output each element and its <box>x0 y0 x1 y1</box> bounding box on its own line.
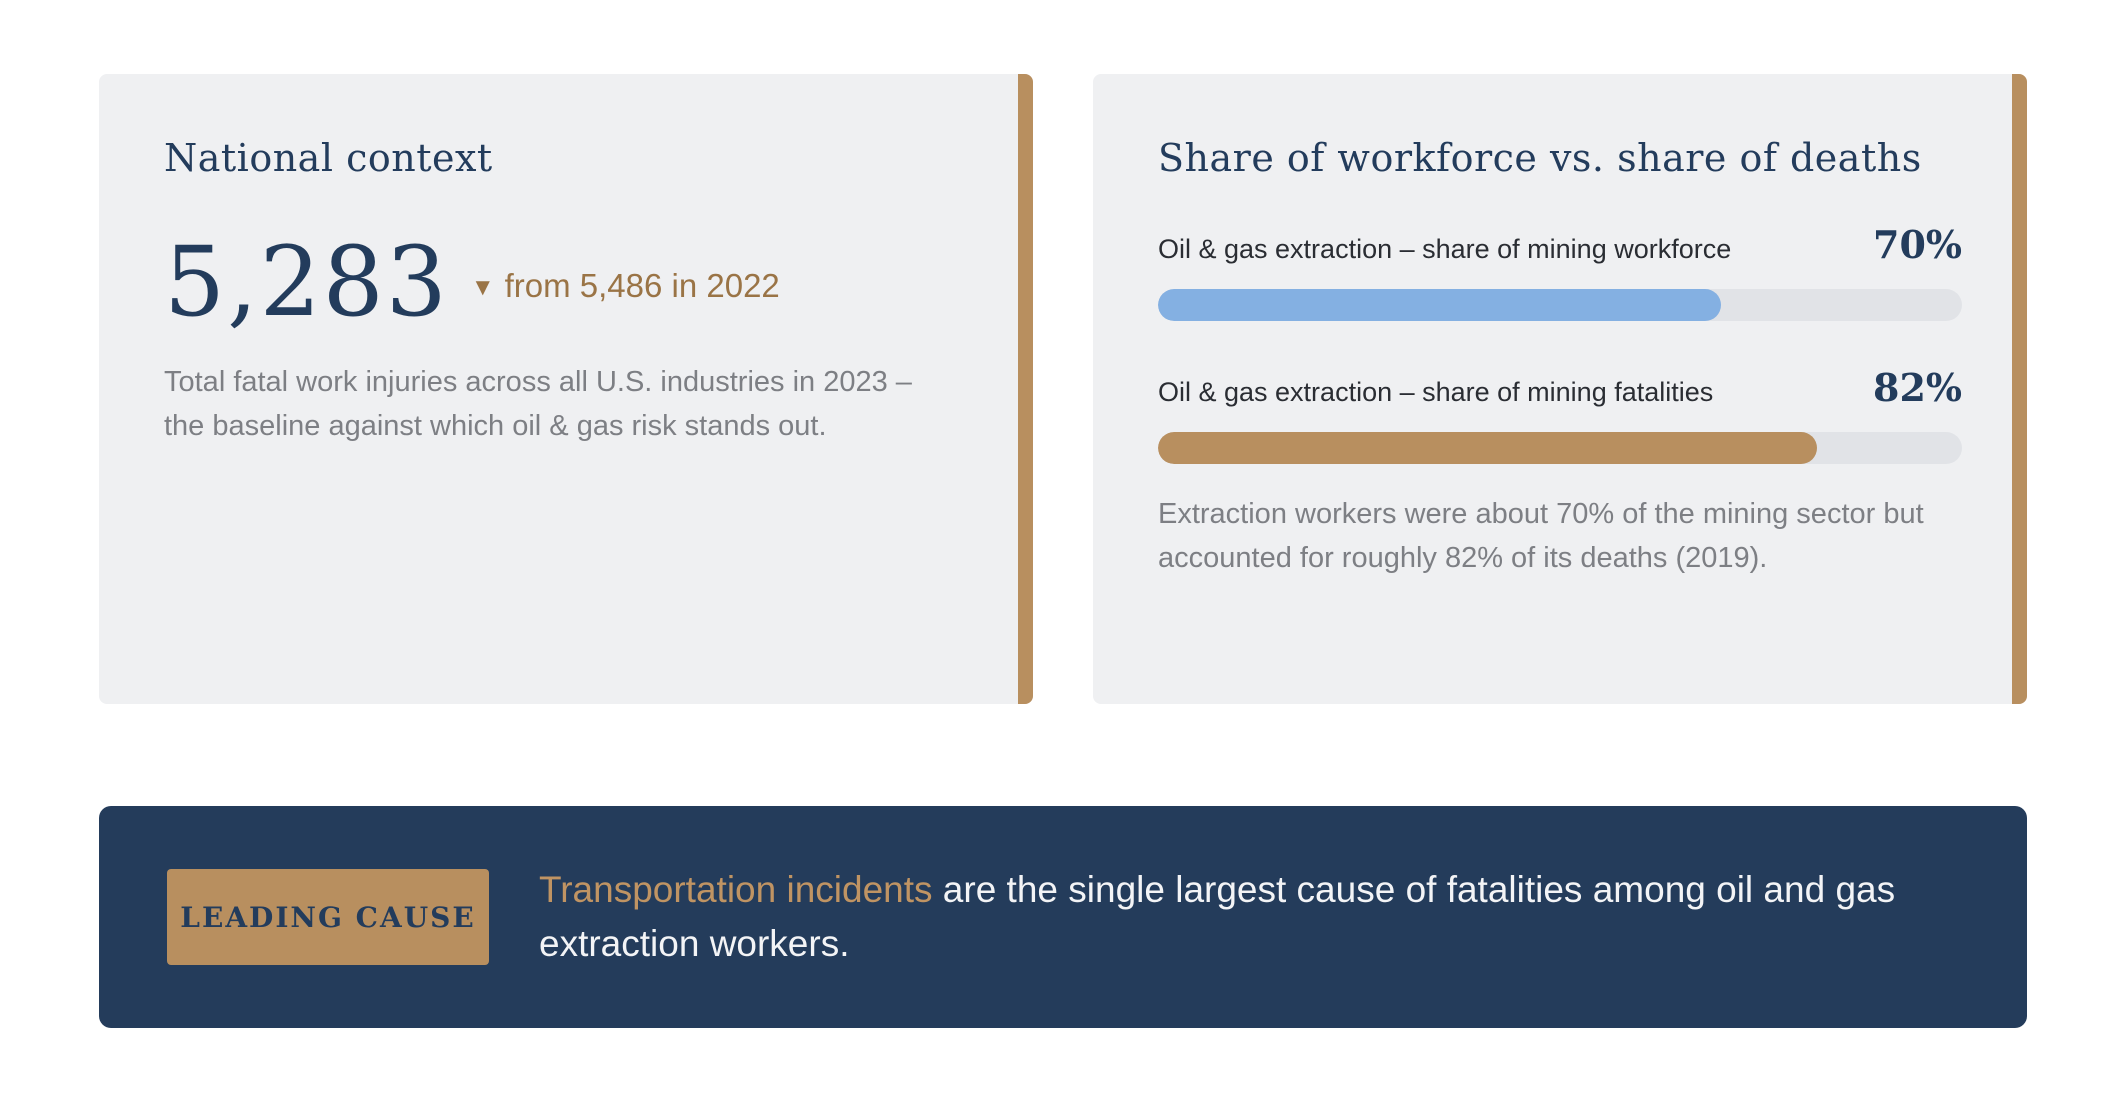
delta-text: from 5,486 in 2022 <box>504 266 780 304</box>
progress-fill <box>1158 432 1817 464</box>
bar-label: Oil & gas extraction – share of mining fatalities <box>1158 376 1714 407</box>
national-context-card <box>99 74 1033 704</box>
share-comparison-title: Share of workforce vs. share of deaths <box>1158 136 1922 180</box>
bar-header <box>1158 365 1962 410</box>
national-context-description: Total fatal work injuries across all U.S. industries in 2023 – the baseline against which oil & gas risk stands out. <box>164 365 912 442</box>
year-over-year-change <box>471 267 780 305</box>
progress-track <box>1158 432 1962 464</box>
bar-value: 82% <box>1873 364 1962 410</box>
progress-track <box>1158 289 1962 321</box>
progress-fill <box>1158 289 1721 321</box>
share-comparison-card <box>1093 74 2027 704</box>
share-comparison-description: Extraction workers were about 70% of the mining sector but accounted for roughly 82% of its deaths (2019). <box>1158 497 1924 574</box>
leading-cause-badge: LEADING CAUSE <box>167 869 489 965</box>
bar-label: Oil & gas extraction – share of mining workforce <box>1158 233 1732 264</box>
fatalities-share-bar <box>1158 365 1962 464</box>
leading-cause-rest: are the single largest cause of fatalities among oil and gas extraction workers. <box>539 869 1896 964</box>
stat-row <box>164 225 968 338</box>
leading-cause-text <box>539 863 1967 971</box>
leading-cause-banner <box>99 806 2027 1028</box>
bar-value: 70% <box>1873 221 1962 267</box>
down-triangle-icon: ▼ <box>470 273 495 301</box>
workforce-share-bar <box>1158 222 1962 321</box>
national-context-title: National context <box>164 136 493 180</box>
fatal-injuries-total: 5,283 <box>164 225 449 338</box>
leading-cause-highlight: Transportation incidents <box>539 869 933 910</box>
bar-header <box>1158 222 1962 267</box>
